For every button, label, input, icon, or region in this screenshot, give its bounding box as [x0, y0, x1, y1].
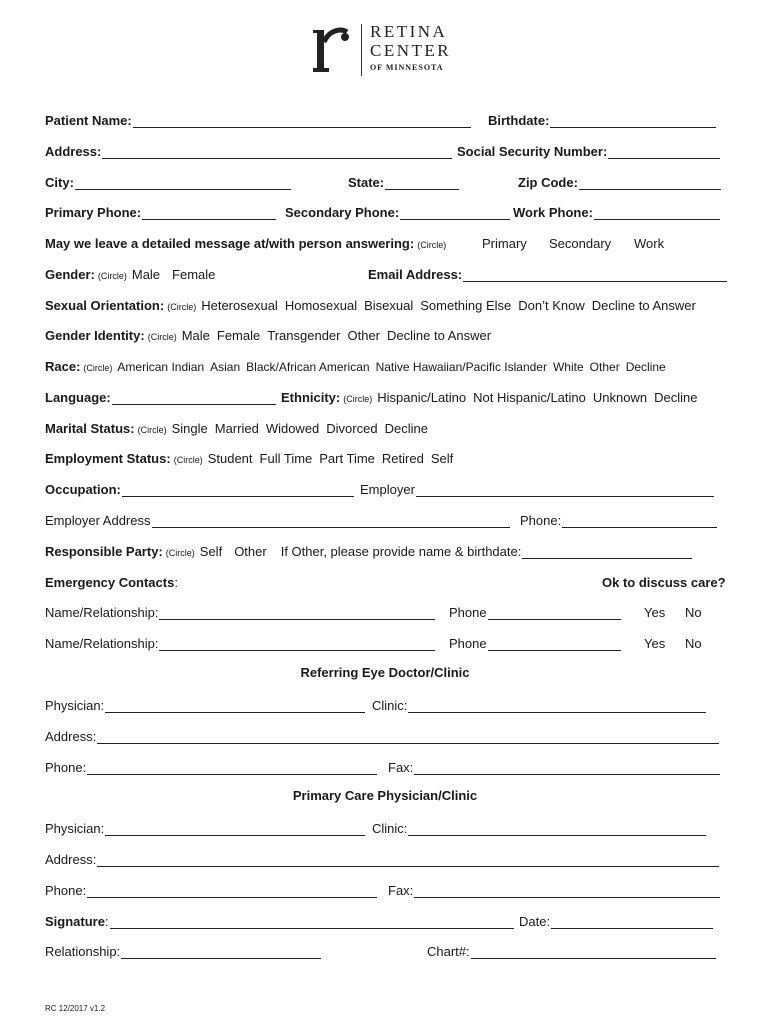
- row-pcp-phone: Phone : Fax :: [45, 880, 725, 898]
- row-patient-name: Patient Name : Birthdate :: [45, 110, 725, 128]
- race-option-asian[interactable]: Asian: [210, 360, 241, 374]
- emergency-1-phone-label: Phone: [449, 605, 487, 620]
- row-marital-status: Marital Status : (Circle) Single Married Widowed Divorced Decline: [45, 421, 428, 436]
- logo-text-minnesota: OF MINNESOTA: [370, 63, 444, 72]
- sexual-orientation-label: Sexual Orientation: [45, 298, 160, 313]
- circle-note: (Circle): [417, 240, 447, 250]
- clinic-label: Clinic: [372, 698, 404, 713]
- chart-number-label: Chart#: [427, 944, 467, 959]
- row-emergency-header: Emergency Contacts : Ok to discuss care?: [45, 575, 726, 590]
- signature-label: Signature: [45, 914, 105, 929]
- occupation-field[interactable]: [122, 482, 354, 497]
- identity-option-transgender[interactable]: Transgender: [267, 328, 341, 343]
- orientation-option-decline[interactable]: Decline to Answer: [591, 298, 696, 313]
- address-label: Address: [45, 729, 93, 744]
- emergency-2-phone-label: Phone: [449, 636, 487, 651]
- circle-note: (Circle): [147, 332, 177, 342]
- row-city: City : State : Zip Code :: [45, 172, 725, 190]
- row-emergency-contact-2: Name/Relationship : Phone Yes No: [45, 636, 702, 651]
- occupation-label: Occupation: [45, 482, 117, 497]
- form-version-footer: RC 12/2017 v1.2: [45, 1004, 106, 1013]
- patient-name-field[interactable]: [133, 113, 471, 128]
- race-option-decline[interactable]: Decline: [625, 360, 666, 374]
- work-phone-field[interactable]: [594, 205, 720, 220]
- employer-label: Employer: [360, 482, 415, 497]
- marital-option-widowed[interactable]: Widowed: [265, 421, 320, 436]
- phone-label: Phone: [45, 760, 83, 775]
- orientation-option-something-else[interactable]: Something Else: [420, 298, 512, 313]
- employment-option-student[interactable]: Student: [207, 451, 253, 466]
- row-emergency-contact-1: Name/Relationship : Phone Yes No: [45, 605, 702, 620]
- circle-note: (Circle): [165, 548, 195, 558]
- row-sexual-orientation: Sexual Orientation : (Circle) Heterosexual Homosexual Bisexual Something Else Don’t Know Decline to Answer: [45, 298, 696, 313]
- gender-label: Gender: [45, 267, 91, 282]
- email-field[interactable]: [463, 267, 727, 282]
- orientation-option-heterosexual[interactable]: Heterosexual: [201, 298, 278, 313]
- race-option-pacific-islander[interactable]: Native Hawaiian/Pacific Islander: [375, 360, 547, 374]
- retina-center-logo: [311, 20, 471, 80]
- zip-label: Zip Code: [518, 175, 574, 190]
- emergency-1-name-field[interactable]: [159, 605, 435, 620]
- circle-note: (Circle): [343, 394, 373, 404]
- row-occupation: Occupation : Employer: [45, 479, 725, 497]
- logo-r-mark-icon: [311, 20, 353, 76]
- date-field[interactable]: [551, 914, 713, 929]
- row-pcp-physician: Physician : Clinic :: [45, 818, 725, 836]
- employer-field[interactable]: [416, 482, 714, 497]
- race-option-other[interactable]: Other: [589, 360, 620, 374]
- race-option-white[interactable]: White: [552, 360, 584, 374]
- row-responsible-party: Responsible Party : (Circle) Self Other If Other, please provide name & birthdate:: [45, 541, 725, 559]
- row-employer-address: Employer Address Phone :: [45, 510, 725, 528]
- ethnicity-option-hispanic[interactable]: Hispanic/Latino: [377, 390, 467, 405]
- identity-option-male[interactable]: Male: [181, 328, 210, 343]
- message-option-secondary[interactable]: Secondary: [549, 236, 612, 251]
- logo-text-center: CENTER: [370, 41, 452, 60]
- row-referring-phone: Phone : Fax :: [45, 757, 725, 775]
- address-label: Address: [45, 144, 98, 159]
- referring-physician-field[interactable]: [105, 698, 365, 713]
- pcp-physician-field[interactable]: [105, 821, 365, 836]
- relationship-label: Relationship: [45, 944, 117, 959]
- patient-name-label: Patient Name: [45, 113, 128, 128]
- employer-address-label: Employer Address: [45, 513, 151, 528]
- marital-option-married[interactable]: Married: [214, 421, 259, 436]
- chart-number-field[interactable]: [471, 944, 716, 959]
- row-phones: Primary Phone : Secondary Phone : Work Phone :: [45, 202, 725, 220]
- race-option-black[interactable]: Black/African American: [246, 360, 370, 374]
- name-relationship-label: Name/Relationship: [45, 605, 155, 620]
- address-field[interactable]: [102, 144, 452, 159]
- email-label: Email Address: [368, 267, 458, 282]
- responsible-option-self[interactable]: Self: [199, 544, 223, 559]
- relationship-field[interactable]: [121, 944, 321, 959]
- secondary-phone-label: Secondary Phone: [285, 205, 395, 220]
- identity-option-female[interactable]: Female: [216, 328, 261, 343]
- row-referring-address: Address :: [45, 726, 725, 744]
- work-phone-label: Work Phone: [513, 205, 589, 220]
- row-gender-identity: Gender Identity : (Circle) Male Female Transgender Other Decline to Answer: [45, 328, 492, 343]
- emergency-contacts-label: Emergency Contacts: [45, 575, 175, 590]
- identity-option-decline[interactable]: Decline to Answer: [387, 328, 492, 343]
- signature-field[interactable]: [110, 914, 514, 929]
- address-label: Address: [45, 852, 93, 867]
- row-referring-physician: Physician : Clinic :: [45, 695, 725, 713]
- circle-note: (Circle): [167, 302, 197, 312]
- emergency-2-name-field[interactable]: [159, 636, 435, 651]
- city-field[interactable]: [75, 175, 291, 190]
- row-language: Language : Ethnicity : (Circle) Hispanic/Latino Not Hispanic/Latino Unknown Decline: [45, 390, 698, 405]
- marital-option-divorced[interactable]: Divorced: [326, 421, 378, 436]
- referring-clinic-field[interactable]: [408, 698, 706, 713]
- referring-fax-field[interactable]: [414, 760, 720, 775]
- pcp-address-field[interactable]: [97, 852, 719, 867]
- name-relationship-label: Name/Relationship: [45, 636, 155, 651]
- employer-phone-field[interactable]: [562, 513, 717, 528]
- emergency-2-no-option[interactable]: No: [685, 636, 702, 651]
- gender-identity-label: Gender Identity: [45, 328, 141, 343]
- race-option-american-indian[interactable]: American Indian: [117, 360, 205, 374]
- orientation-option-bisexual[interactable]: Bisexual: [364, 298, 414, 313]
- orientation-option-dont-know[interactable]: Don’t Know: [518, 298, 585, 313]
- gender-option-female[interactable]: Female: [172, 267, 216, 282]
- employer-phone-label: Phone: [520, 513, 558, 528]
- responsible-party-label: Responsible Party: [45, 544, 159, 559]
- circle-note: (Circle): [173, 455, 203, 465]
- zip-field[interactable]: [579, 175, 721, 190]
- secondary-phone-field[interactable]: [400, 205, 510, 220]
- ethnicity-option-unknown[interactable]: Unknown: [592, 390, 648, 405]
- employment-option-full-time[interactable]: Full Time: [259, 451, 313, 466]
- ethnicity-option-decline[interactable]: Decline: [654, 390, 698, 405]
- marital-option-decline[interactable]: Decline: [384, 421, 428, 436]
- emergency-2-yes-option[interactable]: Yes: [644, 636, 666, 651]
- pcp-phone-field[interactable]: [87, 883, 377, 898]
- fax-label: Fax: [388, 760, 410, 775]
- logo-divider: [361, 24, 362, 76]
- employment-option-part-time[interactable]: Part Time: [319, 451, 375, 466]
- state-label: State: [348, 175, 380, 190]
- pcp-clinic-field[interactable]: [408, 821, 706, 836]
- circle-note: (Circle): [83, 363, 113, 373]
- fax-label: Fax: [388, 883, 410, 898]
- orientation-option-homosexual[interactable]: Homosexual: [284, 298, 358, 313]
- physician-label: Physician: [45, 698, 101, 713]
- message-option-work[interactable]: Work: [634, 236, 665, 251]
- marital-status-label: Marital Status: [45, 421, 131, 436]
- row-pcp-address: Address :: [45, 849, 725, 867]
- employment-option-self[interactable]: Self: [430, 451, 454, 466]
- ethnicity-label: Ethnicity: [281, 390, 336, 405]
- physician-label: Physician: [45, 821, 101, 836]
- message-option-primary[interactable]: Primary: [482, 236, 527, 251]
- emergency-1-yes-option[interactable]: Yes: [644, 605, 666, 620]
- employment-status-label: Employment Status: [45, 451, 167, 466]
- responsible-other-note: If Other, please provide name & birthdate:: [280, 544, 522, 559]
- row-message: May we leave a detailed message at/with person answering : (Circle) Primary Secondary Work: [45, 236, 665, 251]
- row-address: Address : Social Security Number :: [45, 141, 725, 159]
- employment-option-retired[interactable]: Retired: [381, 451, 424, 466]
- birthdate-label: Birthdate: [488, 113, 546, 128]
- employer-address-field[interactable]: [152, 513, 510, 528]
- row-signature: Signature : Date :: [45, 911, 725, 929]
- ssn-label: Social Security Number: [457, 144, 603, 159]
- primary-care-heading: Primary Care Physician/Clinic: [292, 788, 478, 803]
- emergency-2-phone-field[interactable]: [488, 636, 621, 651]
- ethnicity-option-not-hispanic[interactable]: Not Hispanic/Latino: [473, 390, 586, 405]
- row-gender: Gender : (Circle) Male Female Email Address :: [45, 264, 725, 282]
- ok-discuss-care-label: Ok to discuss care?: [602, 575, 726, 590]
- clinic-label: Clinic: [372, 821, 404, 836]
- marital-option-single[interactable]: Single: [171, 421, 208, 436]
- circle-note: (Circle): [137, 425, 167, 435]
- circle-note: (Circle): [97, 271, 127, 281]
- responsible-option-other[interactable]: Other: [234, 544, 267, 559]
- date-label: Date: [519, 914, 547, 929]
- row-relationship: Relationship : Chart# :: [45, 941, 725, 959]
- state-field[interactable]: [385, 175, 459, 190]
- referring-phone-field[interactable]: [87, 760, 377, 775]
- ssn-field[interactable]: [608, 144, 720, 159]
- race-label: Race: [45, 359, 77, 374]
- emergency-1-no-option[interactable]: No: [685, 605, 702, 620]
- pcp-fax-field[interactable]: [414, 883, 720, 898]
- emergency-1-phone-field[interactable]: [488, 605, 621, 620]
- message-label: May we leave a detailed message at/with person answering: [45, 236, 410, 251]
- referring-address-field[interactable]: [97, 729, 719, 744]
- responsible-other-field[interactable]: [522, 544, 692, 559]
- referring-doctor-heading: Referring Eye Doctor/Clinic: [300, 665, 470, 680]
- language-label: Language: [45, 390, 107, 405]
- row-employment-status: Employment Status : (Circle) Student Full Time Part Time Retired Self: [45, 451, 454, 466]
- identity-option-other[interactable]: Other: [347, 328, 380, 343]
- city-label: City: [45, 175, 70, 190]
- phone-label: Phone: [45, 883, 83, 898]
- language-field[interactable]: [112, 390, 276, 405]
- row-race: Race : (Circle) American Indian Asian Black/African American Native Hawaiian/Pacific Islander White Other Decline: [45, 359, 666, 374]
- primary-phone-label: Primary Phone: [45, 205, 137, 220]
- primary-phone-field[interactable]: [142, 205, 276, 220]
- birthdate-field[interactable]: [550, 113, 716, 128]
- logo-text-retina: RETINA: [370, 22, 448, 41]
- gender-option-male[interactable]: Male: [131, 267, 161, 282]
